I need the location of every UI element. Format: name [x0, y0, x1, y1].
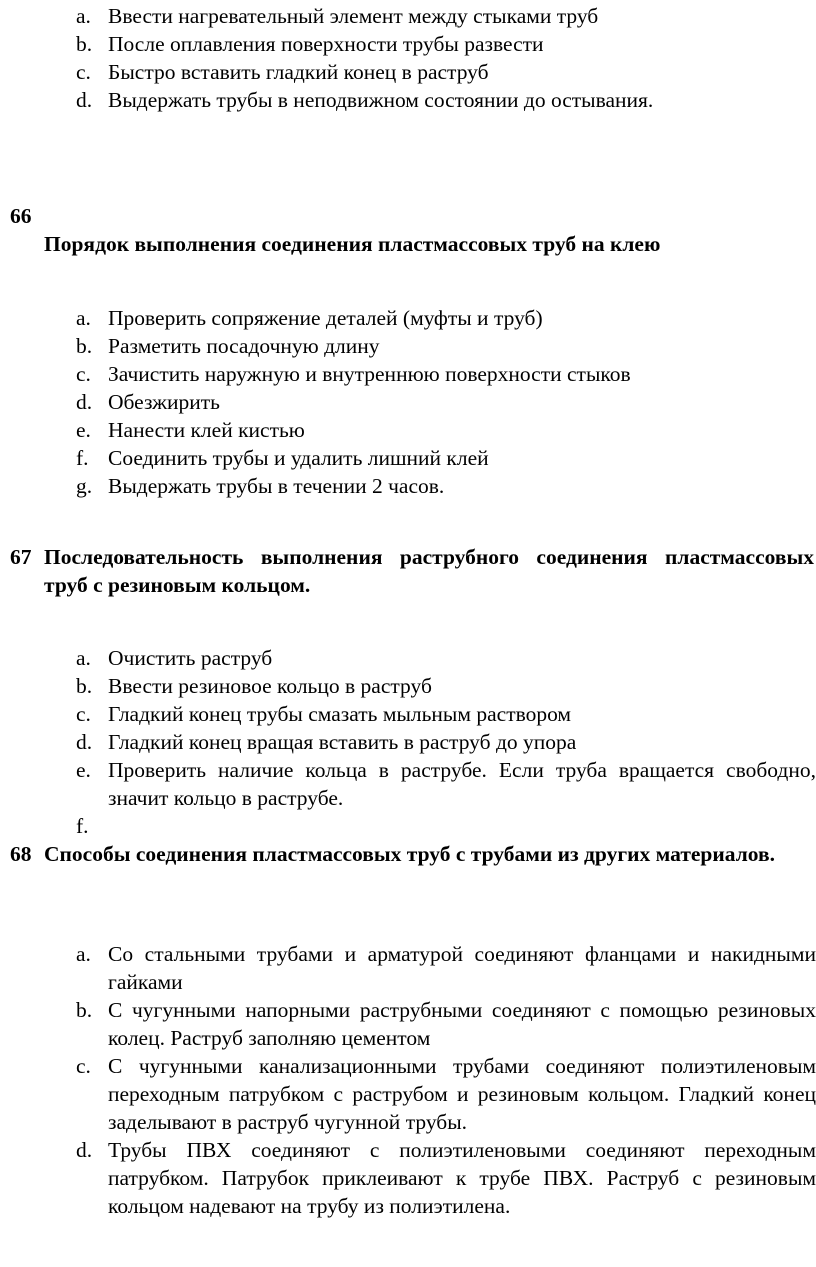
answer-list-68 — [76, 940, 816, 1220]
list-item-text: С чугунными напорными раструбными соединяют с помощью резиновых колец. Раструб заполняю цементом — [108, 998, 816, 1050]
question-number: 68 — [10, 842, 32, 866]
list-item-text: Трубы ПВХ соединяют с полиэтиленовыми соединяют переходным патрубком. Патрубок приклеивают к трубе ПВХ. Раструб с резиновым кольцом надевают на трубу из полиэтилена. — [108, 1138, 816, 1218]
list-item — [76, 2, 816, 30]
question-title: Последовательность выполнения раструбного соединения пластмассовых труб с резиновым кольцом. — [44, 545, 814, 597]
list-marker: d. — [76, 730, 93, 754]
list-marker: c. — [76, 362, 91, 386]
list-item — [76, 304, 816, 332]
list-marker: e. — [76, 418, 91, 442]
list-marker: g. — [76, 474, 93, 498]
list-item-text: Выдержать трубы в течении 2 часов. — [108, 474, 445, 498]
list-item-text: Со стальными трубами и арматурой соединяют фланцами и накидными гайками — [108, 942, 816, 994]
list-marker: c. — [76, 702, 91, 726]
list-marker: f. — [76, 814, 89, 838]
list-item — [76, 360, 816, 388]
list-item — [76, 30, 816, 58]
list-item — [76, 86, 816, 114]
list-marker: b. — [76, 334, 93, 358]
list-item-text: Гладкий конец вращая вставить в раструб до упора — [108, 730, 577, 754]
list-item — [76, 996, 816, 1052]
list-item — [76, 672, 816, 700]
answer-list-66 — [76, 304, 816, 500]
list-item-text: С чугунными канализационными трубами соединяют полиэтиленовым переходным патрубком с раструбом и резиновым кольцом. Гладкий конец заделывают в раструб чугунной трубы. — [108, 1054, 816, 1134]
list-item-text: Выдержать трубы в неподвижном состоянии до остывания. — [108, 88, 654, 112]
list-item — [76, 444, 816, 472]
question-number: 67 — [10, 545, 32, 569]
list-marker: a. — [76, 942, 91, 966]
list-marker: a. — [76, 4, 91, 28]
list-item-text: Зачистить наружную и внутреннюю поверхности стыков — [108, 362, 631, 386]
list-item — [76, 644, 816, 672]
list-marker: a. — [76, 646, 91, 670]
list-item-text: Проверить наличие кольца в раструбе. Если труба вращается свободно, значит кольцо в раструбе. — [108, 758, 816, 810]
question-title: Порядок выполнения соединения пластмассовых труб на клею — [44, 232, 661, 256]
list-marker: d. — [76, 88, 93, 112]
list-item — [76, 756, 816, 812]
list-item — [76, 388, 816, 416]
list-item — [76, 700, 816, 728]
question-title: Способы соединения пластмассовых труб с трубами из других материалов. — [44, 842, 775, 866]
list-marker: e. — [76, 758, 91, 782]
list-marker: b. — [76, 32, 93, 56]
list-marker: c. — [76, 1054, 91, 1078]
list-item-text: Обезжирить — [108, 390, 220, 414]
list-marker: a. — [76, 306, 91, 330]
list-item-text: Нанести клей кистью — [108, 418, 305, 442]
answer-list-top — [76, 2, 816, 114]
list-item — [76, 728, 816, 756]
list-item-text: После оплавления поверхности трубы развести — [108, 32, 544, 56]
list-marker: d. — [76, 390, 93, 414]
list-item — [76, 416, 816, 444]
list-marker: f. — [76, 446, 89, 470]
list-item-text: Быстро вставить гладкий конец в раструб — [108, 60, 489, 84]
list-item-text: Гладкий конец трубы смазать мыльным раствором — [108, 702, 572, 726]
list-item — [76, 332, 816, 360]
list-item — [76, 1052, 816, 1136]
list-item-text: Очистить раструб — [108, 646, 273, 670]
list-item — [76, 940, 816, 996]
list-item-text: Соединить трубы и удалить лишний клей — [108, 446, 489, 470]
list-item-text — [108, 812, 816, 840]
list-item-text: Ввести резиновое кольцо в раструб — [108, 674, 432, 698]
answer-list-67 — [76, 644, 816, 840]
list-marker: d. — [76, 1138, 93, 1162]
list-item — [76, 472, 816, 500]
list-item — [76, 1136, 816, 1220]
list-item-text: Проверить сопряжение деталей (муфты и труб) — [108, 306, 543, 330]
list-item — [76, 58, 816, 86]
list-marker: b. — [76, 674, 93, 698]
list-item-text: Ввести нагревательный элемент между стыками труб — [108, 4, 599, 28]
list-item-text: Разметить посадочную длину — [108, 334, 380, 358]
list-item — [76, 812, 816, 840]
list-marker: c. — [76, 60, 91, 84]
question-number: 66 — [10, 204, 32, 228]
list-marker: b. — [76, 998, 93, 1022]
